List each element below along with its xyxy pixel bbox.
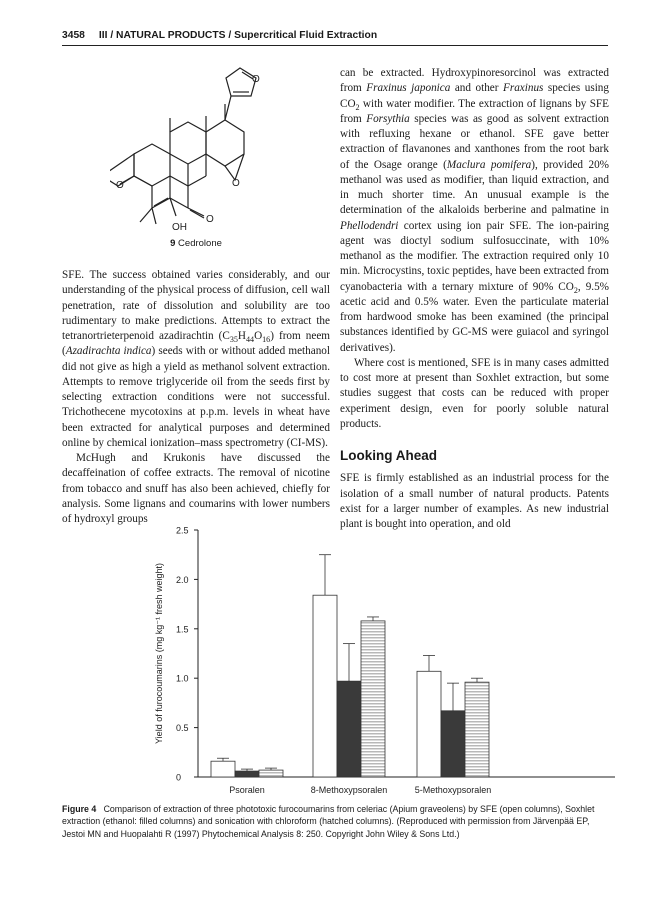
structure-caption: [62, 238, 330, 249]
y-tick-label: 2.0: [176, 574, 189, 585]
bar: [465, 682, 489, 777]
bar: [235, 771, 259, 777]
x-category-label: 5-Methoxypsoralen: [414, 785, 492, 795]
y-tick-label: 1.5: [176, 624, 189, 635]
structure-name: Cedrolone: [178, 238, 222, 249]
running-header: [62, 30, 608, 41]
furan-oxygen-label: O: [252, 74, 260, 85]
figure-4-chart: [150, 520, 620, 800]
figure-caption: [62, 803, 610, 840]
right-paragraph-1: can be extracted. Hydroxypinoresorcinol was extracted from Fraxinus japonica and other Fraxinus species using $CO_2$ with water modifier. The extraction of lignans by SFE from Forsythia species was as good as solvent extraction with refluxing hexane or ethanol. SFE gave better extraction of flavanones and xanthones from the root bark of the Osage orange (Maclura pomifera), provided 20% methanol was used as modifier, than liquid extraction, and in much shorter time. An unusual example is the determination of the alkaloids berberine and palmatine in Phellodendri cortex using ion pair SFE. The ion-pairing agent was dioctyl sodium sulfosuccinate, with 10% methanol as the modifier. The extraction required only 10 min. Microcystins, toxic peptides, have been extracted from cyanobacteria with a ternary mixture of 90% $CO_2$, 9.5% acetic acid and 0.5% water. Even the particulate material from hardwood smoke has been examined (the principal substances identified by GC-MS were guiacol and syringol derivatives).: [340, 67, 610, 354]
bar: [417, 671, 441, 777]
structure-number: 9: [170, 238, 176, 249]
hydroxyl-label: OH: [172, 222, 187, 233]
bar: [259, 770, 283, 777]
header-rule: [62, 45, 608, 46]
epoxide-oxygen-label: O: [232, 178, 240, 189]
bar: [211, 761, 235, 777]
y-tick-label: 1.0: [176, 673, 189, 684]
left-column: [62, 268, 330, 527]
cedrolone-structure: [110, 58, 280, 243]
ketone-oxygen-label-2: O: [206, 214, 214, 225]
y-axis-label: Yield of furocoumarins (mg kg⁻¹ fresh weight): [154, 563, 164, 744]
bar: [361, 621, 385, 777]
right-paragraph-2: Where cost is mentioned, SFE is in many cases admitted to cost more at present than Soxhlet extraction, but some studies suggest that costs can be reduced with proper experiment design, even for poorly soluble natural products.: [340, 356, 609, 430]
left-paragraph-1: SFE. The success obtained varies considerably, and our understanding of the physical process of diffusion, cell wall penetration, rate of dissolution and solubility are too rudimentary to make predictions. Attempts to extract the tetranortrieterpenoid azadirachtin $(C_{35}H_{44}O_{16})$ from neem (Azadirachta indica) seeds with or without added methanol did not give as high a yield as methanol solvent extraction. Attempts to remove triglyceride oil from the seeds first by selecting extraction conditions were not successful. Trichothecene mycotoxins at p.p.m. levels in wheat have been extracted for analytical purposes and determined online by chemical ionization–mass spectrometry (CI-MS).: [62, 269, 331, 449]
bar-chart: [150, 520, 620, 800]
x-category-label: Psoralen: [229, 785, 265, 795]
x-category-label: 8-Methoxypsoralen: [310, 785, 388, 795]
structure-drawing: [110, 58, 280, 243]
running-title: III / NATURAL PRODUCTS / Supercritical Fluid Extraction: [98, 30, 378, 41]
right-column: [340, 66, 609, 532]
y-tick-label: 2.5: [176, 525, 189, 536]
section-heading: Looking Ahead: [340, 448, 437, 463]
figure-label: Figure 4: [62, 804, 97, 814]
ketone-oxygen-label: O: [116, 180, 124, 191]
page-number: 3458: [62, 30, 85, 41]
figure-caption-text: Comparison of extraction of three phototoxic furocoumarins from celeriac (Apium graveolens) by SFE (open columns), Soxhlet extraction (ethanol: filled columns) and sonication with chloroform (hatched columns). (Reproduced with permission from Järvenpää EP, Jestoi MN and Huopalahti R (1997) Phytochemical Analysis 8: 250. Copyright John Wiley & Sons Ltd.): [62, 804, 595, 839]
y-tick-label: 0.5: [176, 723, 189, 734]
bar: [441, 711, 465, 777]
right-paragraph-3: SFE is firmly established as an industrial process for the isolation of a small number of natural products. Patents exist for a larger number of examples. As new industrial plant is bought into operation, and old: [340, 472, 609, 530]
left-paragraph-2: McHugh and Krukonis have discussed the decaffeination of coffee extracts. The removal of nicotine from tobacco and snuff has also been achieved, chiefly for analysis. Some lignans and coumarins with lower numbers of hydroxyl groups: [62, 452, 330, 525]
bar: [337, 681, 361, 777]
bar: [313, 595, 337, 777]
y-tick-label: 0: [176, 772, 182, 783]
